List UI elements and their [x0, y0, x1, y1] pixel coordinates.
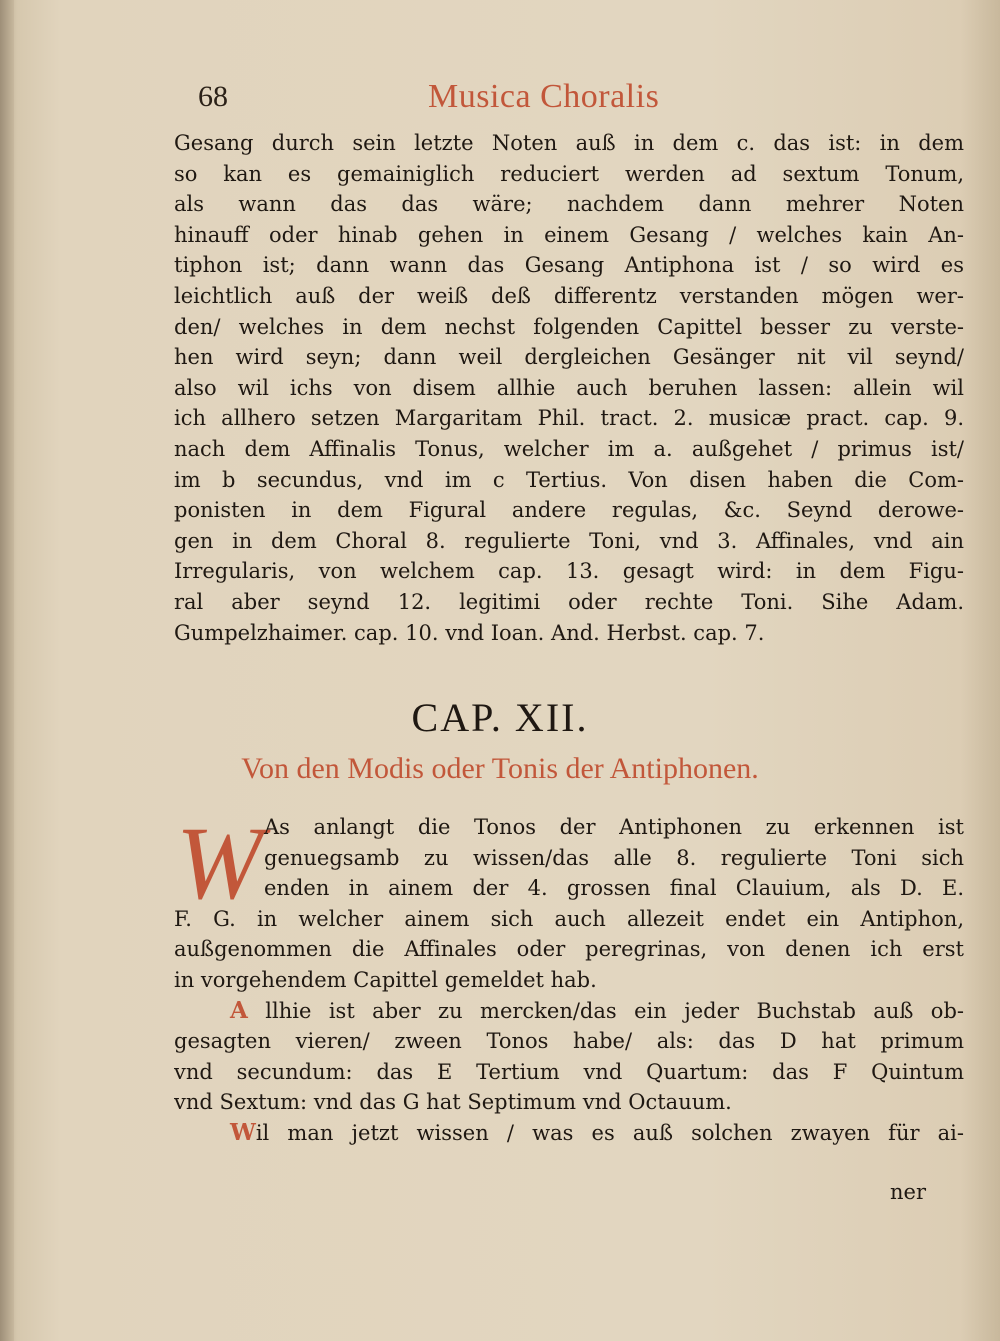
paragraph-first-line [174, 1118, 964, 1149]
body-line: so kan es gemainiglich reduciert werden ad sextum Tonum, [174, 161, 964, 186]
body-text [174, 128, 964, 648]
rubric-initial: W [230, 1118, 256, 1146]
body-line: hinauff oder hinab gehen in einem Gesang / welches kain An- [174, 222, 964, 247]
page-gutter [0, 0, 14, 1341]
body-line: vnd secundum: das E Tertium vnd Quartum: das F Quintum [174, 1059, 964, 1084]
rubric-initial: A [230, 996, 248, 1024]
body-line: leichtlich auß der weiß deß differentz verstanden mögen wer- [174, 283, 964, 308]
catchword: ner [890, 1180, 926, 1204]
body-line: Gesang durch sein letzte Noten auß in dem c. das ist: in dem [174, 131, 964, 155]
body-line: gen in dem Choral 8. regulierte Toni, vnd 3. Affinales, vnd ain [174, 528, 964, 553]
body-line: ponisten in dem Figural andere regulas, &c. Seynd derowe- [174, 498, 964, 523]
line-text: llhie ist aber zu mercken/das ein jeder Buchstab auß ob- [265, 998, 964, 1023]
body-line: As anlangt die Tonos der Antiphonen zu erkennen ist [264, 815, 964, 839]
body-line: den/ welches in dem nechst folgenden Capittel besser zu verste- [174, 314, 964, 339]
body-line: im b secundus, vnd im c Tertius. Von disen haben die Com- [174, 467, 964, 492]
running-title: Musica Choralis [428, 78, 660, 115]
body-line: also wil ichs von disem allhie auch beruhen lassen: allein wil [174, 375, 964, 400]
body-line: Gumpelzhaimer. cap. 10. vnd Ioan. And. Herbst. cap. 7. [174, 620, 765, 645]
body-line: vnd Sextum: vnd das G hat Septimum vnd Octauum. [174, 1090, 732, 1115]
body-line: ich allhero setzen Margaritam Phil. tract. 2. musicæ pract. cap. 9. [174, 406, 964, 431]
page-number: 68 [198, 80, 228, 113]
running-head [198, 78, 798, 122]
line-text: il man jetzt wissen / was es auß solchen zwayen für ai- [255, 1120, 964, 1145]
body-line: Irregularis, von welchem cap. 13. gesagt wird: in dem Figu- [174, 559, 964, 584]
body-line: gesagten vieren/ zween Tonos habe/ als: das D hat primum [174, 1029, 964, 1054]
body-line: hen wird seyn; dann weil dergleichen Gesänger nit vil seynd/ [174, 345, 964, 370]
body-line: als wann das das wäre; nachdem dann mehrer Noten [174, 192, 964, 217]
paragraph-first-line [174, 996, 964, 1027]
chapter-heading: CAP. XII. [411, 695, 589, 740]
chapter-subtitle: Von den Modis oder Tonis der Antiphonen. [241, 752, 759, 785]
body-line: nach dem Affinalis Tonus, welcher im a. außgehet / primus ist/ [174, 436, 964, 461]
body-line: ral aber seynd 12. legitimi oder rechte Toni. Sihe Adam. [174, 589, 964, 614]
body-line: tiphon ist; dann wann das Gesang Antiphona ist / so wird es [174, 253, 964, 278]
body-line: F. G. in welcher ainem sich auch allezeit endet ein Antiphon, [174, 906, 964, 931]
body-line: außgenommen die Affinales oder peregrinas, von denen ich erst [174, 937, 964, 962]
body-line: in vorgehendem Capittel gemeldet hab. [174, 967, 597, 992]
chapter-text [174, 806, 964, 1149]
decorated-initial: W [176, 806, 263, 921]
body-line: genuegsamb zu wissen/das alle 8. regulierte Toni sich [264, 845, 964, 870]
body-line: enden in ainem der 4. grossen final Clauium, als D. E. [264, 876, 964, 901]
